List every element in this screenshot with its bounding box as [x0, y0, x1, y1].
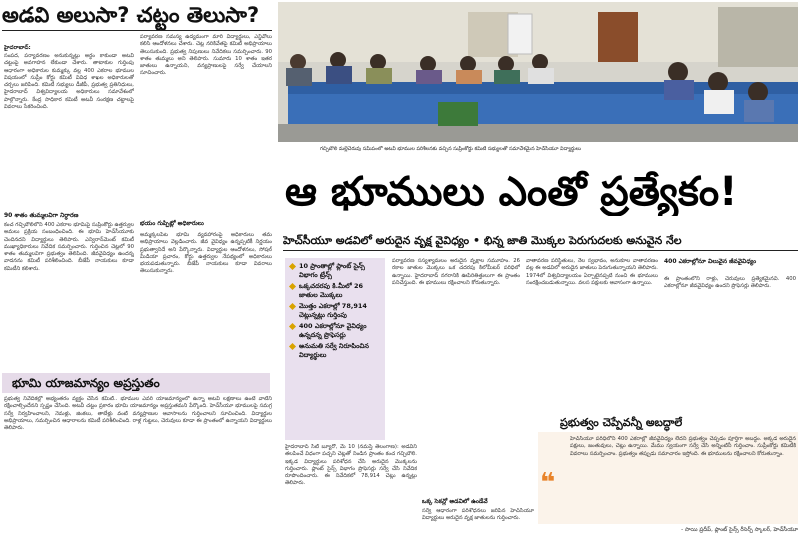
- divider: [283, 250, 798, 251]
- left-headline: అడవి అలుసా? చట్టం తెలుసా?: [2, 3, 260, 27]
- divider: [2, 30, 272, 31]
- byline: - సాయి ప్రదీప్‌, ప్లాంట్‌ సైన్స్‌ రీసెర్చ్‌ స్కాలర్‌, హెచ్‌సీయూ: [681, 527, 798, 533]
- dateline: హైదరాబాద్‌:: [4, 45, 31, 51]
- highlight-item: 10 ప్రాంతాల్లో ప్లాంట్‌ సైన్స్‌ విభాగం ట్రేన్స్‌: [290, 262, 380, 280]
- photo-caption: గచ్చిబౌలి మల్లెచెరువు సమీపంలో అటవీ భూముల పరిశీలనకు వచ్చిన సుప్రీంకోర్టు కమిటీ సభ్యులతో సమావేశమైన హెచ్‌సీయూ విద్యార్థులు: [320, 146, 582, 152]
- article-paragraph: సర్వే ఆధారంగా పరిశోధనలు జరిపిన హెచ్‌సీయూ విద్యార్థులు అరుదైన వృక్ష జాతులను గుర్తించారు.: [422, 508, 534, 522]
- main-headline: ఆ భూములు ఎంతో ప్రత్యేకం!: [285, 169, 738, 215]
- article-paragraph: ప్రభుత్వ నివేదికల్లో అభ్యంతరం వ్యక్తం చేసిన కమిటీ.. భూముల ఎవరి యాజమాన్యంలో ఉన్నా అటవీ లక్షణాలు ఉంటే వాటిని రక్షించాల్సిందేనని స్పష్టం చేసింది. అటవీ చట్టం ప్రకారం భూమి యాజమాన్యం అప్రస్తుతమని పేర్కొంది. హెచ్‌సీయూ భూములపై సమగ్ర సర్వే నిర్వహించాలని, నెమళ్లు, జింకలు, తాబేళ్లు వంటి వన్యప్రాణుల ఆవాసాలను గుర్తించాలని సూచించింది. విద్యార్థుల అభిప్రాయాలు, సమర్పించిన ఆధారాలను కమిటీ పరిశీలించింది. రాళ్ల గుట్టలు, చెరువులు కూడా ఈ ప్రాంతంలో ఉన్నాయని విద్యార్థులు తెలిపారు.: [4, 396, 272, 431]
- highlight-item: మొత్తం ఎకరాల్లో 78,914 చెట్లున్నట్లు గుర్తింపు: [290, 302, 380, 320]
- subheading: భయం గుప్పిట్లో అధికారులు: [140, 220, 204, 227]
- highlight-item: ఒక్కచదరపు కి.మీలో 26 జాతుల మొక్కలు: [290, 282, 380, 300]
- subheading: 90 శాతం తుమ్మలవిగా నిర్ధారణ: [4, 212, 79, 219]
- meeting-photo: [278, 2, 798, 142]
- article-paragraph: సంపద, పర్యావరణం అనుకున్నట్లు అర్థం కాకుండా అటవీ చట్టంపై అవగాహన లేకుండా చేశారు. తాటాకుల గుర్తింపు ఆధారంగా అధికారుల కుమ్మక్కు వల్ల 400 ఎకరాల భూముల విషయంలో సుప్రీం కోర్టు కమిటీ వివిధ శాఖల అధికారులతో చర్చలు జరిపింది. కమిటీ సభ్యులు డీజీపీ, ప్రభుత్వ ప్రతినిధులు, హైదరాబాద్‌ విశ్వవిద్యాలయ అధికారులు సమావేశంలో పాల్గొన్నారు. కేంద్ర సాధికార కమిటీ అటవీ సంరక్షణ చట్టాలపై వివరాలు సేకరించింది.: [4, 53, 134, 110]
- quote-icon: ❝: [540, 468, 556, 498]
- article-paragraph: పర్యావరణ సస్యశ్యామలం అరుదైన వృక్షాల సమూహం. 26 రకాల జాతుల మొక్కలు ఒక చదరపు కిలోమీటర్‌ పరిధిలో ఉన్నాయి. హైదరాబాద్‌ నగరానికి ఊపిరితిత్తులుగా ఈ ప్రాంతం పనిచేస్తుంది. ఈ భూములు రక్షించాలని కోరుతున్నారు.: [392, 258, 520, 286]
- subheading: ఒక్క సెకన్లో అడవిలో ఉండేవే: [422, 498, 488, 505]
- quote-text: హెచ్‌సీయూ పరిధిలోని 400 ఎకరాల్లో జీవవైవిధ్యం లేదని ప్రభుత్వం చెప్పడం పూర్తిగా అబద్ధం. అక్కడ అరుదైన పక్షులు, జంతువులు, చెట్లు ఉన్నాయి. మేము స్వయంగా సర్వే చేసి అన్నింటినీ గుర్తించాం. సుప్రీంకోర్టు కమిటీకి వివరాలు సమర్పించాం. ప్రభుత్వం తప్పుడు సమాచారం ఇస్తోంది. ఈ భూములను రక్షించాలని కోరుతున్నాం.: [570, 436, 796, 457]
- highlights-box: [285, 258, 385, 440]
- article-paragraph: వాతావరణ పరిస్థితులు, నేల స్వభావం, అనుకూల వాతావరణం వల్ల ఈ అడవిలో అరుదైన జాతులు పెరుగుతున్నాయని తెలిపారు. 1974లో విశ్వవిద్యాలయం ఏర్పాటైనప్పటి నుంచి ఈ భూములు సంరక్షించబడుతున్నాయి. వలస పక్షులకు ఆవాసంగా ఉన్నాయి.: [526, 258, 658, 286]
- highlight-item: అనుమతి సర్వే నిరూపించిన విద్యార్థులు: [290, 342, 380, 360]
- article-paragraph: ఈ ప్రాంతంలోని రాళ్లు, చెరువులు ప్రత్యేకమైనవి. 400 ఎకరాల్లోనూ జీవవైవిధ్యం ఉందని ప్రొఫెసర్లు తెలిపారు.: [664, 276, 796, 290]
- article-paragraph: హైదరాబాద్‌ సిటీ బ్యూరో, మే 10 (నమస్తే తెలంగాణ): అడవిని తలపించే విధంగా పచ్చని చెట్లతో నిండిన ప్రాంతం కంచ గచ్చిబౌలి. ఇక్కడ విద్యార్థులు పరిశోధన చేసి అరుదైన మొక్కలను గుర్తించారు. ప్లాంట్‌ సైన్స్‌ విభాగం ప్రొఫెసర్లు సర్వే చేసి నివేదిక రూపొందించారు. ఈ నివేదికలో 78,914 చెట్లు ఉన్నట్లు తెలిపారు.: [285, 444, 417, 487]
- section-heading: ప్రభుత్వం చెప్పేవన్నీ అబద్ధాలే: [560, 416, 683, 429]
- highlight-item: 400 ఎకరాల్లోనూ వైవిధ్యం ఉన్నదన్న ప్రొఫెసర్లు: [290, 322, 380, 340]
- article-paragraph: పర్యావరణ సమస్య ఉద్యమంగా మారి విద్యార్థులు, ఎన్జీవోలు కలిసి ఆందోళనలు చేశారు. చెట్ల నరికివేతపై కమిటీ అభిప్రాయాలు తెలుసుకుంది. ప్రభుత్వ నిపుణులు నివేదికలు సమర్పించారు. 90 శాతం తుమ్మలు అని తెలిపారు. సుమారు 10 శాతం ఇతర జాతులు ఉన్నాయని, వన్యప్రాణులపై సర్వే చేయాలని సూచించారు.: [140, 34, 272, 77]
- section-heading-box: భూమి యాజమాన్యం అప్రస్తుతం: [2, 373, 270, 393]
- left-column-1: [4, 34, 134, 210]
- meeting-photo-illustration: [278, 2, 798, 142]
- deck-subheadline: హెచ్‌సీయూ అడవిలో అరుదైన వృక్ష వైవిధ్యం • భిన్న జాతి మొక్కల పెరుగుదలకు అనువైన నేల: [283, 234, 682, 247]
- subheading: 400 ఎకరాల్లోనూ విలువైన జీవవైవిధ్యం: [664, 258, 757, 265]
- article-paragraph: కంచ గచ్చిబౌలిలోని 400 ఎకరాల భూమిపై సుప్రీంకోర్టు ఉత్తర్వుల అమలు ప్రక్రియ సంబంధించింది. ఈ భూమి హెచ్‌సీయూకు చెందినదని విద్యార్థులు తెలిపారు. ఎన్విరాన్‌మెంట్‌ కమిటీ ముఖ్యాధికారులు నివేదిక సమర్పించారు. గుర్తించిన చెట్లలో 90 శాతం తుమ్మలవిగా ప్రభుత్వం తెలిపింది. జీవవైవిధ్యం ఉందన్న వాదనను కమిటీ పరిశీలించింది. బీజేపీ నాయకులు కూడా కమిటీని కలిశారు.: [4, 222, 134, 272]
- article-paragraph: అమ్మక్కలపేట భూమి వ్యవహారంపై అధికారులు తమ అభిప్రాయాలు వెల్లడించారు. జీవ వైవిధ్యం ఉన్నప్పటికీ నిర్ణయం ప్రభుత్వానిదే అని పేర్కొన్నారు. విద్యార్థుల ఆందోళనలు, సోషల్‌ మీడియా ప్రచారం, కోర్టు ఉత్తర్వుల నేపథ్యంలో అధికారులు భయపడుతున్నారు. బీజేపీ నాయకులు కూడా వివరాలు తెలుసుకున్నారు.: [140, 232, 272, 275]
